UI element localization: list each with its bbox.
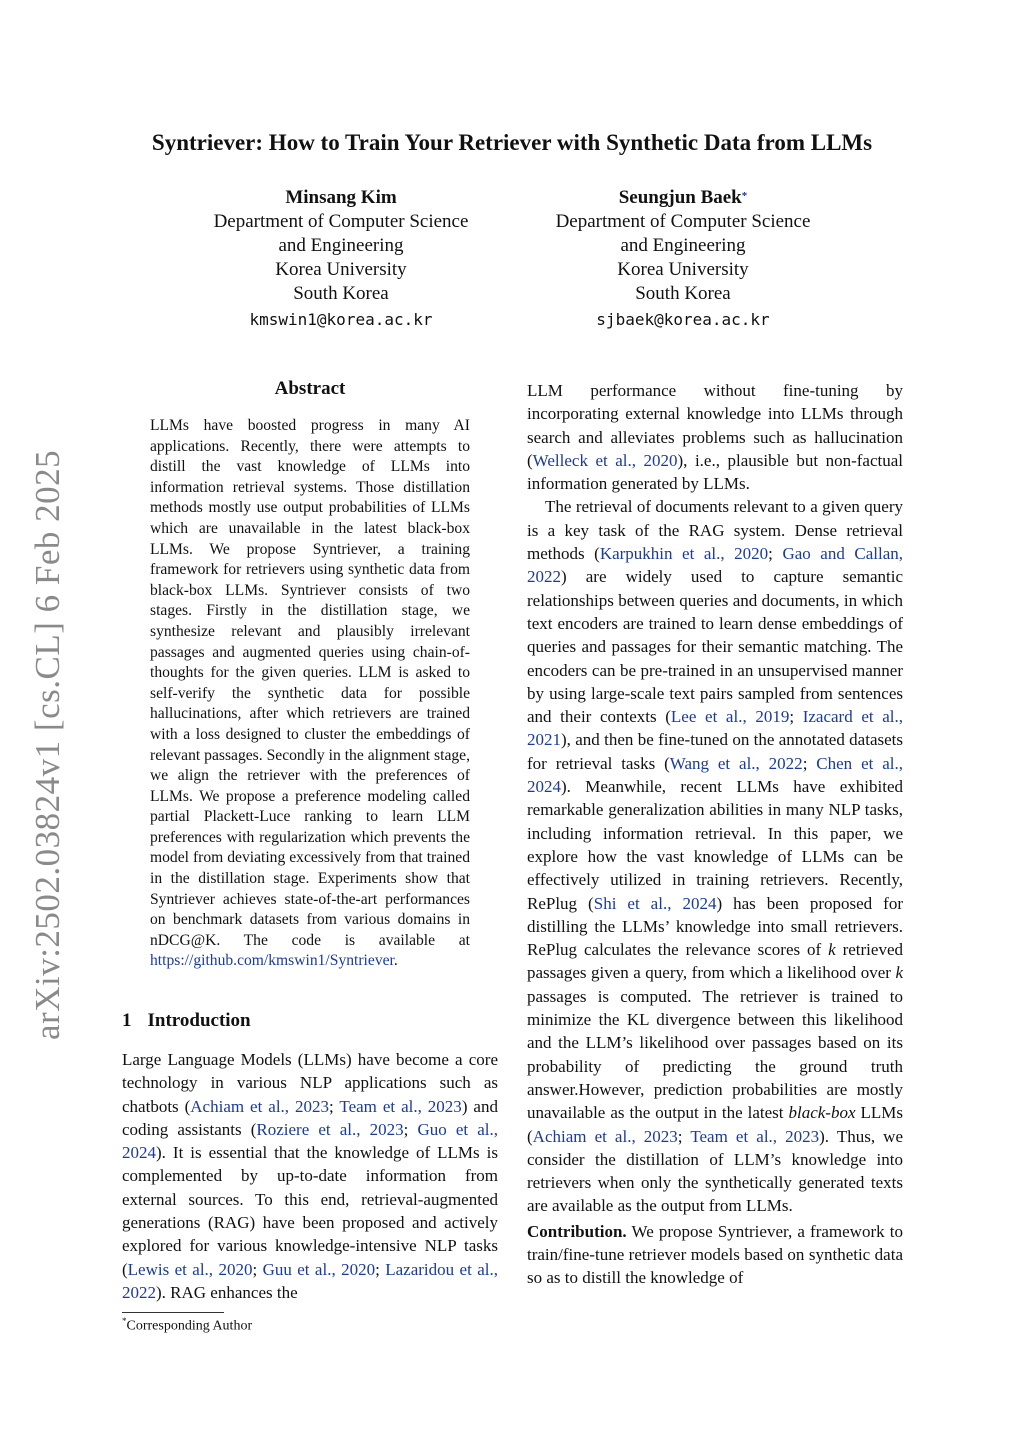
- paper-title: Syntriever: How to Train Your Retriever with Synthetic Data from LLMs: [151, 130, 873, 155]
- author-department: Department of Computer Science: [213, 211, 469, 232]
- arxiv-identifier-stamp: arXiv:2502.03824v1 [cs.CL] 6 Feb 2025: [28, 449, 67, 1040]
- abstract-body: LLMs have boosted progress in many AI applications. Recently, there were attempts to distill the vast knowledge of LLMs into information retrieval systems. Those distillation methods mostly use output probabilities of LLMs which are unavailable in the latest black-box LLMs. We propose Syntriever, a training framework for retrievers using synthetic data from black-box LLMs. Syntriever consists of two stages. Firstly in the distillation stage, we synthesize relevant and plausibly irrelevant passages and augmented queries using chain-of-thoughts for the given queries. LLM is asked to self-verify the synthetic data for possible hallucinations, after which retrievers are trained with a loss designed to cluster the embeddings of relevant passages. Secondly in the alignment stage, we align the retriever with the preferences of LLMs. We propose a preference modeling called partial Plackett-Luce ranking to learn LLM preferences with regularization which prevents the model from deviating excessively from that trained in the distillation stage. Experiments show that Syntriever achieves state-of-the-art performances on benchmark datasets from various domains in nDCG@K. The code is available at https://github.com/kmswin1/Syntriever.: [150, 417, 470, 970]
- citation-link[interactable]: Lazaridou et al., 2022: [122, 1259, 498, 1302]
- author-country: South Korea: [635, 283, 731, 304]
- paragraph-contribution: Contribution. We propose Syntriever, a framework to train/fine-tune retriever models based on synthetic data so as to distill the knowledge of: [527, 1221, 903, 1288]
- citation-link[interactable]: Welleck et al., 2020: [532, 450, 678, 470]
- citation-link[interactable]: Team et al., 2023: [339, 1096, 462, 1116]
- citation-link[interactable]: Chen et al., 2024: [527, 753, 903, 797]
- author-email[interactable]: sjbaek@korea.ac.kr: [596, 310, 770, 329]
- author-block-1: [181, 186, 501, 332]
- citation-link[interactable]: Team et al., 2023: [690, 1126, 820, 1146]
- right-column-text: [527, 379, 903, 1290]
- citation-link[interactable]: Wang et al., 2022: [669, 753, 803, 773]
- author-name: Minsang Kim: [285, 187, 397, 208]
- section-heading-introduction: 1 Introduction: [122, 1010, 251, 1031]
- introduction-paragraph: Large Language Models (LLMs) have become a core technology in various NLP applications such as chatbots (Achiam et al., 2023; Team et al., 2023) and coding assistants (Roziere et al., 2023; Guo et al., 2024). It is essential that the knowledge of LLMs is complemented by up-to-date information from external sources. To this end, retrieval-augmented generations (RAG) have been proposed and actively explored for various knowledge-intensive NLP tasks (Lewis et al., 2020; Guu et al., 2020; Lazaridou et al., 2022). RAG enhances the: [122, 1050, 498, 1302]
- citation-link[interactable]: Lewis et al., 2020: [127, 1259, 253, 1279]
- corresponding-marker[interactable]: *: [741, 190, 748, 202]
- footnote: *Corresponding Author: [122, 1316, 253, 1334]
- citation-link[interactable]: Roziere et al., 2023: [256, 1119, 404, 1139]
- citation-link[interactable]: Achiam et al., 2023: [190, 1096, 330, 1116]
- code-link[interactable]: https://github.com/kmswin1/Syntriever: [150, 952, 394, 970]
- citation-link[interactable]: Lee et al., 2019: [670, 707, 790, 727]
- author-block-2: [523, 186, 843, 332]
- citation-link[interactable]: Izacard et al., 2021: [527, 707, 904, 750]
- citation-link[interactable]: Achiam et al., 2023: [532, 1126, 678, 1146]
- author-department: Department of Computer Science: [555, 211, 811, 232]
- author-university: Korea University: [617, 259, 749, 280]
- author-name: Seungjun Baek*: [618, 187, 748, 208]
- author-country: South Korea: [293, 283, 389, 304]
- footnote-divider: [122, 1312, 224, 1313]
- citation-link[interactable]: Shi et al., 2024: [593, 893, 717, 913]
- author-email[interactable]: kmswin1@korea.ac.kr: [249, 310, 433, 329]
- citation-link[interactable]: Karpukhin et al., 2020: [599, 544, 769, 564]
- citation-link[interactable]: Guu et al., 2020: [262, 1259, 376, 1279]
- author-university: Korea University: [275, 259, 407, 280]
- author-department-cont: and Engineering: [278, 235, 404, 256]
- paragraph: The retrieval of documents relevant to a given query is a key task of the RAG system. Dense retrieval methods (Karpukhin et al., 2020; Gao and Callan, 2022) are widely used to capture semantic relationships between queries and documents, in which text encoders are trained to learn dense embeddings of queries and passages for their semantic matching. The encoders can be pre-trained in an unsupervised manner by using large-scale text pairs sampled from sentences and their contexts (Lee et al., 2019; Izacard et al., 2021), and then be fine-tuned on the annotated datasets for retrieval tasks (Wang et al., 2022; Chen et al., 2024). Meanwhile, recent LLMs have exhibited remarkable generalization abilities in many NLP tasks, including information retrieval. In this paper, we explore how the vast knowledge of LLMs can be effectively utilized in training retrievers. Recently, RePlug (Shi et al., 2024) has been proposed for distilling the LLMs’ knowledge into small retrievers. RePlug calculates the relevance scores of k retrieved passages given a query, from which a likelihood over k passages is computed. The retriever is trained to minimize the KL divergence between this likelihood and the LLM’s likelihood over passages based on its probability of predicting the ground truth answer.However, prediction probabilities are mostly unavailable as the output in the latest black-box LLMs (Achiam et al., 2023; Team et al., 2023). Thus, we consider the distillation of LLM’s knowledge into retrievers when only the synthetically generated texts are available as the output from LLMs.: [527, 497, 904, 1216]
- citation-link[interactable]: Gao and Callan, 2022: [527, 544, 903, 587]
- citation-link[interactable]: Guo et al., 2024: [122, 1119, 498, 1163]
- author-department-cont: and Engineering: [620, 235, 746, 256]
- paragraph: LLM performance without fine-tuning by incorporating external knowledge into LLMs through search and alleviates problems such as hallucination (Welleck et al., 2020), i.e., plausible but non-factual information generated by LLMs.: [527, 381, 903, 494]
- abstract-heading: Abstract: [274, 378, 346, 399]
